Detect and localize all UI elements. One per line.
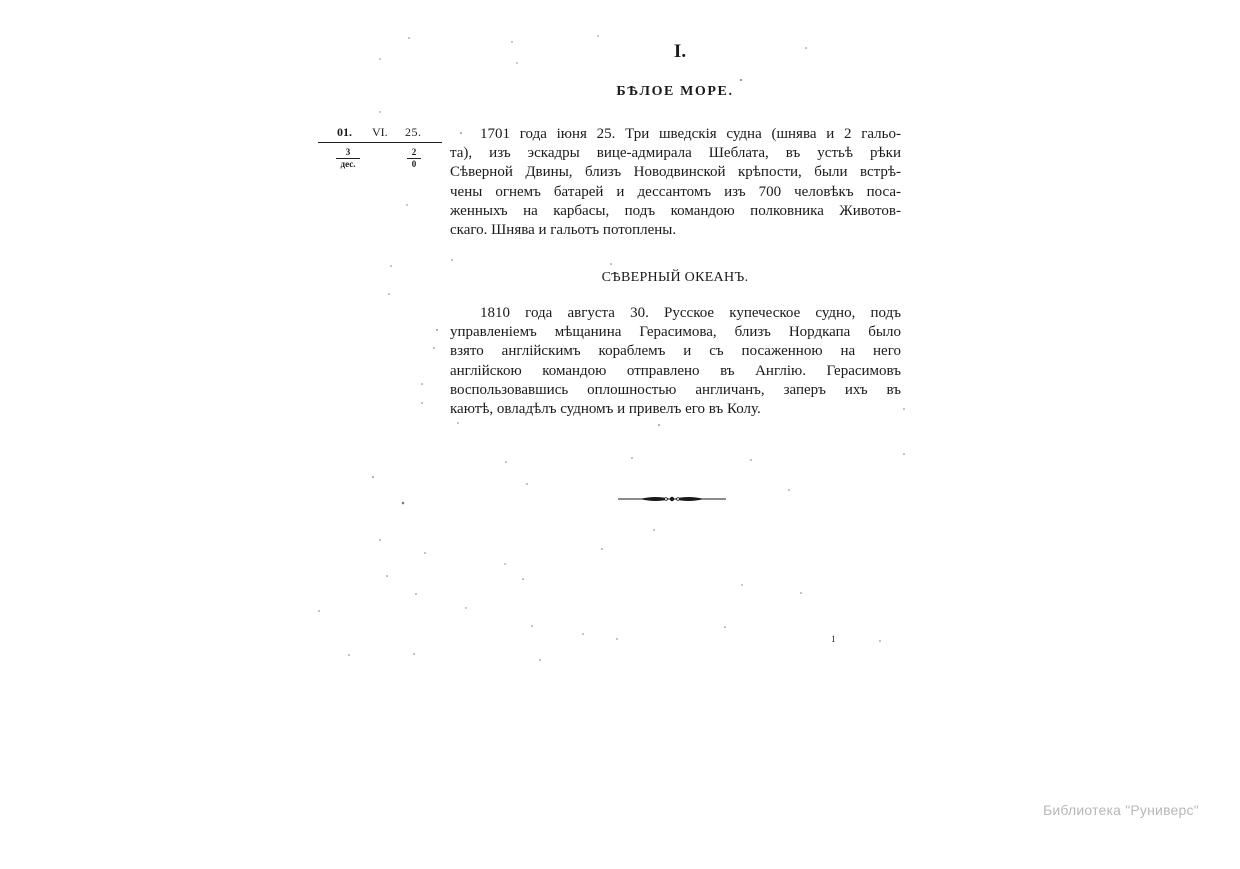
paragraph-line: чены огнемъ батарей и дессантомъ изъ 700 человѣкъ поса- xyxy=(450,183,901,200)
margin-note-date xyxy=(318,124,442,143)
left-fraction-numerator: 3 xyxy=(336,147,360,159)
decorative-rule-icon xyxy=(618,493,726,505)
margin-note xyxy=(318,124,442,169)
page-signature-mark: 1 xyxy=(831,634,836,644)
margin-note-left-fraction xyxy=(336,147,360,170)
paragraph-line: 1810 года августа 30. Русское купеческое судно, подъ xyxy=(480,305,901,321)
paragraph-white-sea xyxy=(450,125,901,240)
paragraph-line: та), изъ эскадры вице-адмирала Шеблата, въ устьѣ рѣки xyxy=(450,145,901,162)
right-fraction-numerator: 2 xyxy=(407,147,421,159)
paragraph-line: Сѣверной Двины, близъ Новодвинской крѣпости, были встрѣ- xyxy=(450,164,901,181)
margin-note-right-fraction xyxy=(407,147,421,170)
section-title-white-sea: БѢЛОЕ МОРЕ. xyxy=(616,84,734,99)
paragraph-line: 1701 года іюня 25. Три шведскія судна (шнява и 2 гальо- xyxy=(480,126,901,142)
paragraph-line: управленіемъ мѣщанина Герасимова, близъ Нордкапа было xyxy=(450,324,901,341)
section-title-northern-ocean: СѢВЕРНЫЙ ОКЕАНЪ. xyxy=(601,270,749,285)
paragraph-line: каютѣ, овладѣлъ судномъ и привелъ его въ Колу. xyxy=(450,401,761,418)
right-fraction-denominator: 0 xyxy=(411,159,417,169)
margin-note-year: 01. xyxy=(337,125,352,139)
paragraph-line: женныхъ на карбасы, подъ командою полковника Животов- xyxy=(450,202,901,219)
paragraph-line: скаго. Шнява и гальотъ потоплены. xyxy=(450,222,677,239)
paragraph-line: взято англійскимъ кораблемъ и съ посаженною на него xyxy=(450,343,901,360)
margin-note-day: 25. xyxy=(405,125,422,139)
margin-note-month: VI. xyxy=(372,125,388,139)
left-fraction-denominator: дес. xyxy=(340,159,356,169)
library-watermark: Библиотека "Руниверс" xyxy=(1043,802,1199,818)
paragraph-northern-ocean xyxy=(450,304,901,419)
paragraph-line: англійскою командою отправлено въ Англію. Герасимовъ xyxy=(450,362,901,379)
margin-note-fractions xyxy=(318,143,442,169)
paragraph-line: воспользовавшись оплошностью англичанъ, заперъ ихъ въ xyxy=(450,381,901,398)
chapter-number: I. xyxy=(673,41,687,62)
